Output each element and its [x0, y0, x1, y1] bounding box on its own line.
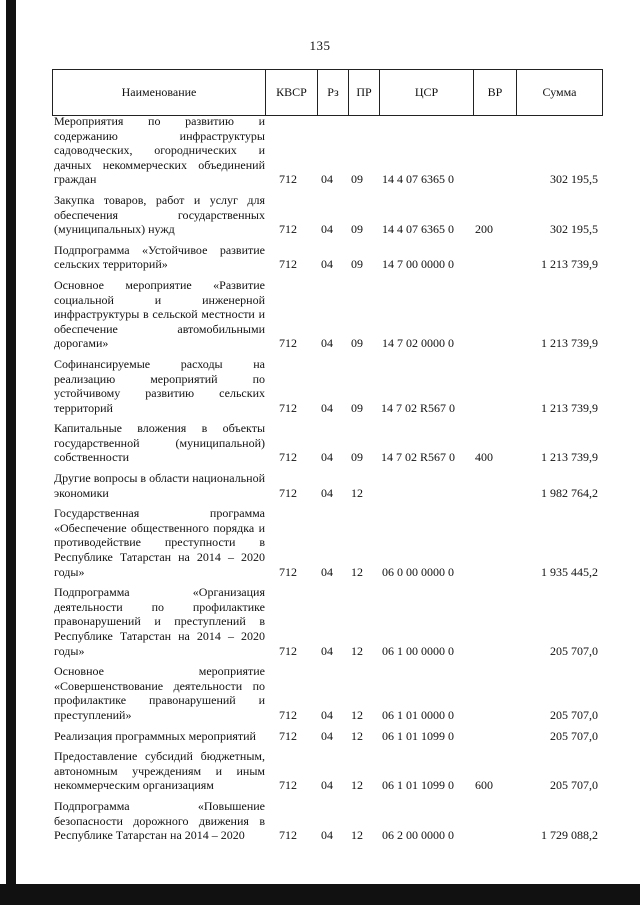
- table-row: [52, 749, 612, 793]
- row-csr: 06 2 00 0000 0: [382, 828, 454, 843]
- row-kvsr: 712: [279, 172, 297, 187]
- row-name: Основное мероприятие «Развитие социальной и инженерной инфраструктуры в сельской местности и обеспечение автомобильными дорогами»: [54, 277, 265, 351]
- row-rz: 04: [321, 728, 333, 743]
- table-row: [52, 278, 612, 351]
- row-name: Подпрограмма «Устойчивое развитие сельских территорий»: [54, 242, 265, 272]
- row-name: Государственная программа «Обеспечение общественного порядка и противодействие преступности в Республике Татарстан на 2014 – 2020 годы»: [54, 506, 265, 579]
- row-csr: 06 1 00 0000 0: [382, 643, 454, 658]
- table-body: [52, 114, 612, 843]
- row-rz: 04: [321, 400, 333, 415]
- row-kvsr: 712: [279, 222, 297, 237]
- row-sum: 302 195,5: [550, 222, 598, 237]
- row-name: Закупка товаров, работ и услуг для обеспечения государственных (муниципальных) нужд: [54, 192, 265, 237]
- row-vr: 400: [475, 450, 493, 465]
- row-sum: 205 707,0: [550, 728, 598, 743]
- row-rz: 04: [321, 485, 333, 500]
- row-kvsr: 712: [279, 564, 297, 579]
- table-row: [52, 729, 612, 744]
- row-sum: 1 982 764,2: [541, 485, 598, 500]
- scan-bottom-border: [0, 884, 640, 905]
- row-csr: 14 7 02 0000 0: [382, 336, 454, 351]
- row-csr: 14 4 07 6365 0: [382, 172, 454, 187]
- row-kvsr: 712: [279, 778, 297, 793]
- table-row: [52, 799, 612, 843]
- table-row: [52, 506, 612, 579]
- row-pr: 12: [351, 707, 363, 722]
- row-pr: 12: [351, 485, 363, 500]
- row-name: Мероприятия по развитию и содержанию инфраструктуры садоводческих, огороднических и дачных некоммерческих объединений граждан: [54, 114, 265, 187]
- row-pr: 09: [351, 336, 363, 351]
- row-rz: 04: [321, 778, 333, 793]
- row-vr: 200: [475, 222, 493, 237]
- table-row: [52, 357, 612, 415]
- row-kvsr: 712: [279, 485, 297, 500]
- row-sum: 1 213 739,9: [541, 336, 598, 351]
- row-csr: 14 7 02 R567 0: [380, 450, 455, 465]
- row-sum: 205 707,0: [550, 707, 598, 722]
- row-rz: 04: [321, 564, 333, 579]
- row-name: Реализация программных мероприятий: [54, 728, 256, 743]
- row-rz: 04: [321, 222, 333, 237]
- row-rz: 04: [321, 336, 333, 351]
- row-pr: 12: [351, 828, 363, 843]
- table-row: [52, 421, 612, 465]
- row-sum: 205 707,0: [550, 778, 598, 793]
- row-sum: 1 213 739,9: [541, 400, 598, 415]
- row-csr: 14 7 02 R567 0: [380, 400, 455, 415]
- header-csr: ЦСР: [380, 70, 474, 116]
- row-csr: 14 4 07 6365 0: [382, 222, 454, 237]
- table-row: [52, 585, 612, 658]
- row-sum: 205 707,0: [550, 643, 598, 658]
- row-pr: 09: [351, 450, 363, 465]
- row-name: Предоставление субсидий бюджетным, автономным учреждениям и иным некоммерческим организациям: [54, 749, 265, 793]
- row-rz: 04: [321, 257, 333, 272]
- row-pr: 12: [351, 778, 363, 793]
- row-csr: 14 7 00 0000 0: [382, 257, 454, 272]
- row-pr: 09: [351, 222, 363, 237]
- row-kvsr: 712: [279, 257, 297, 272]
- table-row: [52, 193, 612, 237]
- row-name: Другие вопросы в области национальной экономики: [54, 471, 265, 500]
- row-kvsr: 712: [279, 450, 297, 465]
- row-pr: 09: [351, 172, 363, 187]
- row-csr: 06 1 01 1099 0: [382, 728, 454, 743]
- page-number: 135: [309, 38, 331, 53]
- row-name: Основное мероприятие «Совершенствование деятельности по профилактике правонарушений и преступлений»: [54, 664, 265, 722]
- row-pr: 12: [351, 564, 363, 579]
- row-sum: 1 729 088,2: [541, 828, 598, 843]
- row-rz: 04: [321, 643, 333, 658]
- row-name: Подпрограмма «Организация деятельности по профилактике правонарушений и преступлений в Республике Татарстан на 2014 – 2020 годы»: [54, 585, 265, 658]
- row-kvsr: 712: [279, 828, 297, 843]
- row-sum: 302 195,5: [550, 172, 598, 187]
- row-kvsr: 712: [279, 336, 297, 351]
- row-name: Капитальные вложения в объекты государственной (муниципальной) собственности: [54, 421, 265, 465]
- table-row: [52, 243, 612, 272]
- table-row: [52, 114, 612, 187]
- row-rz: 04: [321, 172, 333, 187]
- row-kvsr: 712: [279, 707, 297, 722]
- row-rz: 04: [321, 450, 333, 465]
- header-sum: Сумма: [517, 70, 603, 116]
- header-kvsr: КВСР: [266, 70, 318, 116]
- row-pr: 09: [351, 257, 363, 272]
- row-sum: 1 213 739,9: [541, 450, 598, 465]
- row-pr: 12: [351, 643, 363, 658]
- header-rz: Рз: [318, 70, 349, 116]
- row-kvsr: 712: [279, 643, 297, 658]
- row-csr: 06 1 01 1099 0: [382, 778, 454, 793]
- row-rz: 04: [321, 828, 333, 843]
- header-name: Наименование: [53, 70, 266, 116]
- row-csr: 06 0 00 0000 0: [382, 564, 454, 579]
- scan-left-border: [6, 0, 16, 905]
- row-name: Подпрограмма «Повышение безопасности дорожного движения в Республике Татарстан на 2014 – 2020: [54, 798, 265, 843]
- row-sum: 1 935 445,2: [541, 564, 598, 579]
- table-row: [52, 664, 612, 722]
- row-kvsr: 712: [279, 400, 297, 415]
- row-pr: 12: [351, 728, 363, 743]
- table-header: [52, 69, 603, 116]
- row-csr: 06 1 01 0000 0: [382, 707, 454, 722]
- row-pr: 09: [351, 400, 363, 415]
- row-kvsr: 712: [279, 728, 297, 743]
- table-row: [52, 471, 612, 500]
- row-name: Софинансируемые расходы на реализацию мероприятий по устойчивому развитию сельских территорий: [54, 356, 265, 415]
- header-pr: ПР: [349, 70, 380, 116]
- header-vr: ВР: [474, 70, 517, 116]
- row-vr: 600: [475, 778, 493, 793]
- row-rz: 04: [321, 707, 333, 722]
- row-sum: 1 213 739,9: [541, 257, 598, 272]
